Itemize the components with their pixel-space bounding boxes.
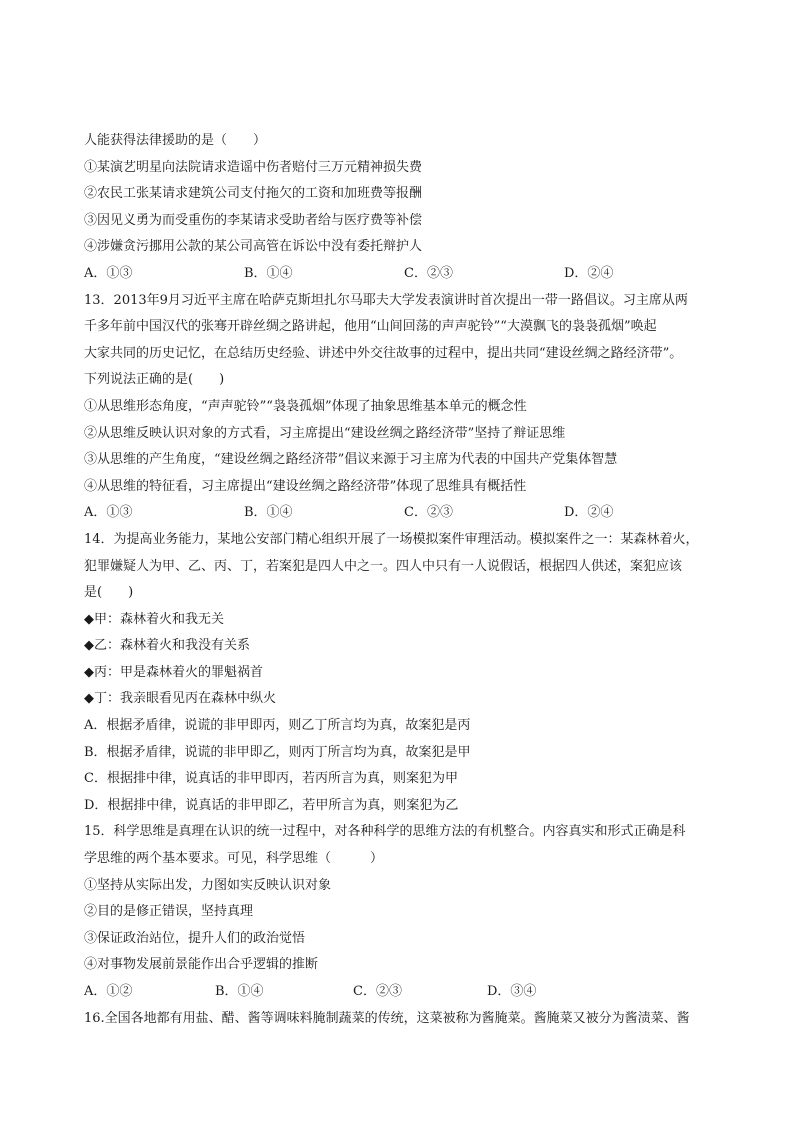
q15-statement-4: ④对事物发展前景能作出合乎逻辑的推断: [84, 957, 319, 973]
q13-options: [84, 500, 724, 527]
q15-statement-3: ③保证政治站位，提升人们的政治觉悟: [84, 930, 306, 946]
q15-statement-1: ①坚持从实际出发，力图如实反映认识对象: [84, 877, 332, 893]
q13-stem-line-2: 千多年前中国汉代的张骞开辟丝绸之路讲起，他用“山间回荡的声声驼铃”“大漠飘飞的袅袅孤烟”唤起: [84, 319, 657, 335]
q13-statement-2: ②从思维反映认识对象的方式看，习主席提出“建设丝绸之路经济带”坚持了辩证思维: [84, 425, 566, 441]
q13-stem-line-1: 13．2013年9月习近平主席在哈萨克斯坦扎尔马耶夫大学发表演讲时首次提出一带一路倡议。习主席从两: [84, 292, 688, 308]
q14-option-b: B．根据矛盾律，说谎的非甲即乙，则丙丁所言均为真，故案犯是甲: [84, 744, 471, 760]
q15-option-c: C．②③: [353, 984, 402, 999]
q13-statement-1: ①从思维形态角度，“声声驼铃”“袅袅孤烟”体现了抽象思维基本单元的概念性: [84, 398, 527, 414]
q14-option-d: D．根据排中律，说真话的非甲即乙，若甲所言为真，则案犯为乙: [84, 797, 459, 813]
exam-page: [84, 128, 724, 1032]
q12-statement-1: ①某演艺明星向法院请求造谣中伤者赔付三万元精神损失费: [84, 159, 423, 175]
q13-stem-line-3: 大家共同的历史记忆，在总结历史经验、讲述中外交往故事的过程中，提出共同“建设丝绸之路经济带”。: [84, 345, 683, 361]
q14-statement-ding: ◆丁：我亲眼看见丙在森林中纵火: [84, 691, 276, 707]
q15-option-a: A．①②: [84, 984, 133, 999]
q14-statement-yi: ◆乙：森林着火和我没有关系: [84, 638, 250, 654]
q15-stem-line-1: 15．科学思维是真理在认识的统一过程中，对各种科学的思维方法的有机整合。内容真实和形式正确是科: [84, 824, 686, 840]
q15-option-d: D．③④: [487, 984, 537, 999]
q16-stem-line-1: 16.全国各地都有用盐、醋、酱等调味料腌制蔬菜的传统，这菜被称为酱腌菜。酱腌菜又被分为酱渍菜、酱: [84, 1010, 690, 1026]
q12-statement-2: ②农民工张某请求建筑公司支付拖欠的工资和加班费等报酬: [84, 186, 423, 202]
q13-statement-4: ④从思维的特征看，习主席提出“建设丝绸之路经济带”体现了思维具有概括性: [84, 478, 527, 494]
q13-option-d: D．②④: [564, 505, 614, 521]
q12-statement-4: ④涉嫌贪污挪用公款的某公司高管在诉讼中没有委托辩护人: [84, 239, 423, 255]
q15-options: [84, 979, 724, 1006]
q12-stem-tail: 人能获得法律援助的是（ ）: [84, 133, 267, 148]
q14-statement-bing: ◆丙：甲是森林着火的罪魁祸首: [84, 664, 263, 680]
q13-stem-line-4: 下列说法正确的是( ): [84, 372, 225, 388]
q14-stem-line-3: 是( ): [84, 585, 134, 601]
q15-stem-line-2: 学思维的两个基本要求。可见，科学思维（ ）: [84, 851, 384, 867]
q12-option-a: A．①③: [84, 265, 133, 281]
q14-statement-jia: ◆甲：森林着火和我无关: [84, 611, 224, 627]
q12-statement-3: ③因见义勇为而受重伤的李某请求受助者给与医疗费等补偿: [84, 212, 423, 228]
q15-statement-2: ②目的是修正错误，坚持真理: [84, 904, 254, 920]
q12-options: [84, 261, 724, 288]
q13-option-c: C．②③: [404, 505, 453, 521]
q12-option-b: B．①④: [244, 265, 293, 281]
q13-statement-3: ③从思维的产生角度，“建设丝绸之路经济带”倡议来源于习主席为代表的中国共产党集体智慧: [84, 452, 618, 468]
q14-option-a: A．根据矛盾律，说谎的非甲即丙，则乙丁所言均为真，故案犯是丙: [84, 718, 471, 734]
q14-option-c: C．根据排中律，说真话的非甲即丙，若丙所言为真，则案犯为甲: [84, 771, 458, 787]
q13-option-a: A．①③: [84, 505, 133, 521]
q15-option-b: B．①④: [215, 984, 264, 999]
q13-option-b: B．①④: [244, 505, 293, 521]
q12-option-d: D．②④: [564, 265, 614, 281]
q14-stem-line-1: 14．为提高业务能力，某地公安部门精心组织开展了一场模拟案件审理活动。模拟案件之一：某森林着火，: [84, 531, 699, 547]
q12-option-c: C．②③: [404, 265, 453, 281]
q14-stem-line-2: 犯罪嫌疑人为甲、乙、丙、丁，若案犯是四人中之一。四人中只有一人说假话，根据四人供述，案犯应该: [84, 558, 683, 574]
